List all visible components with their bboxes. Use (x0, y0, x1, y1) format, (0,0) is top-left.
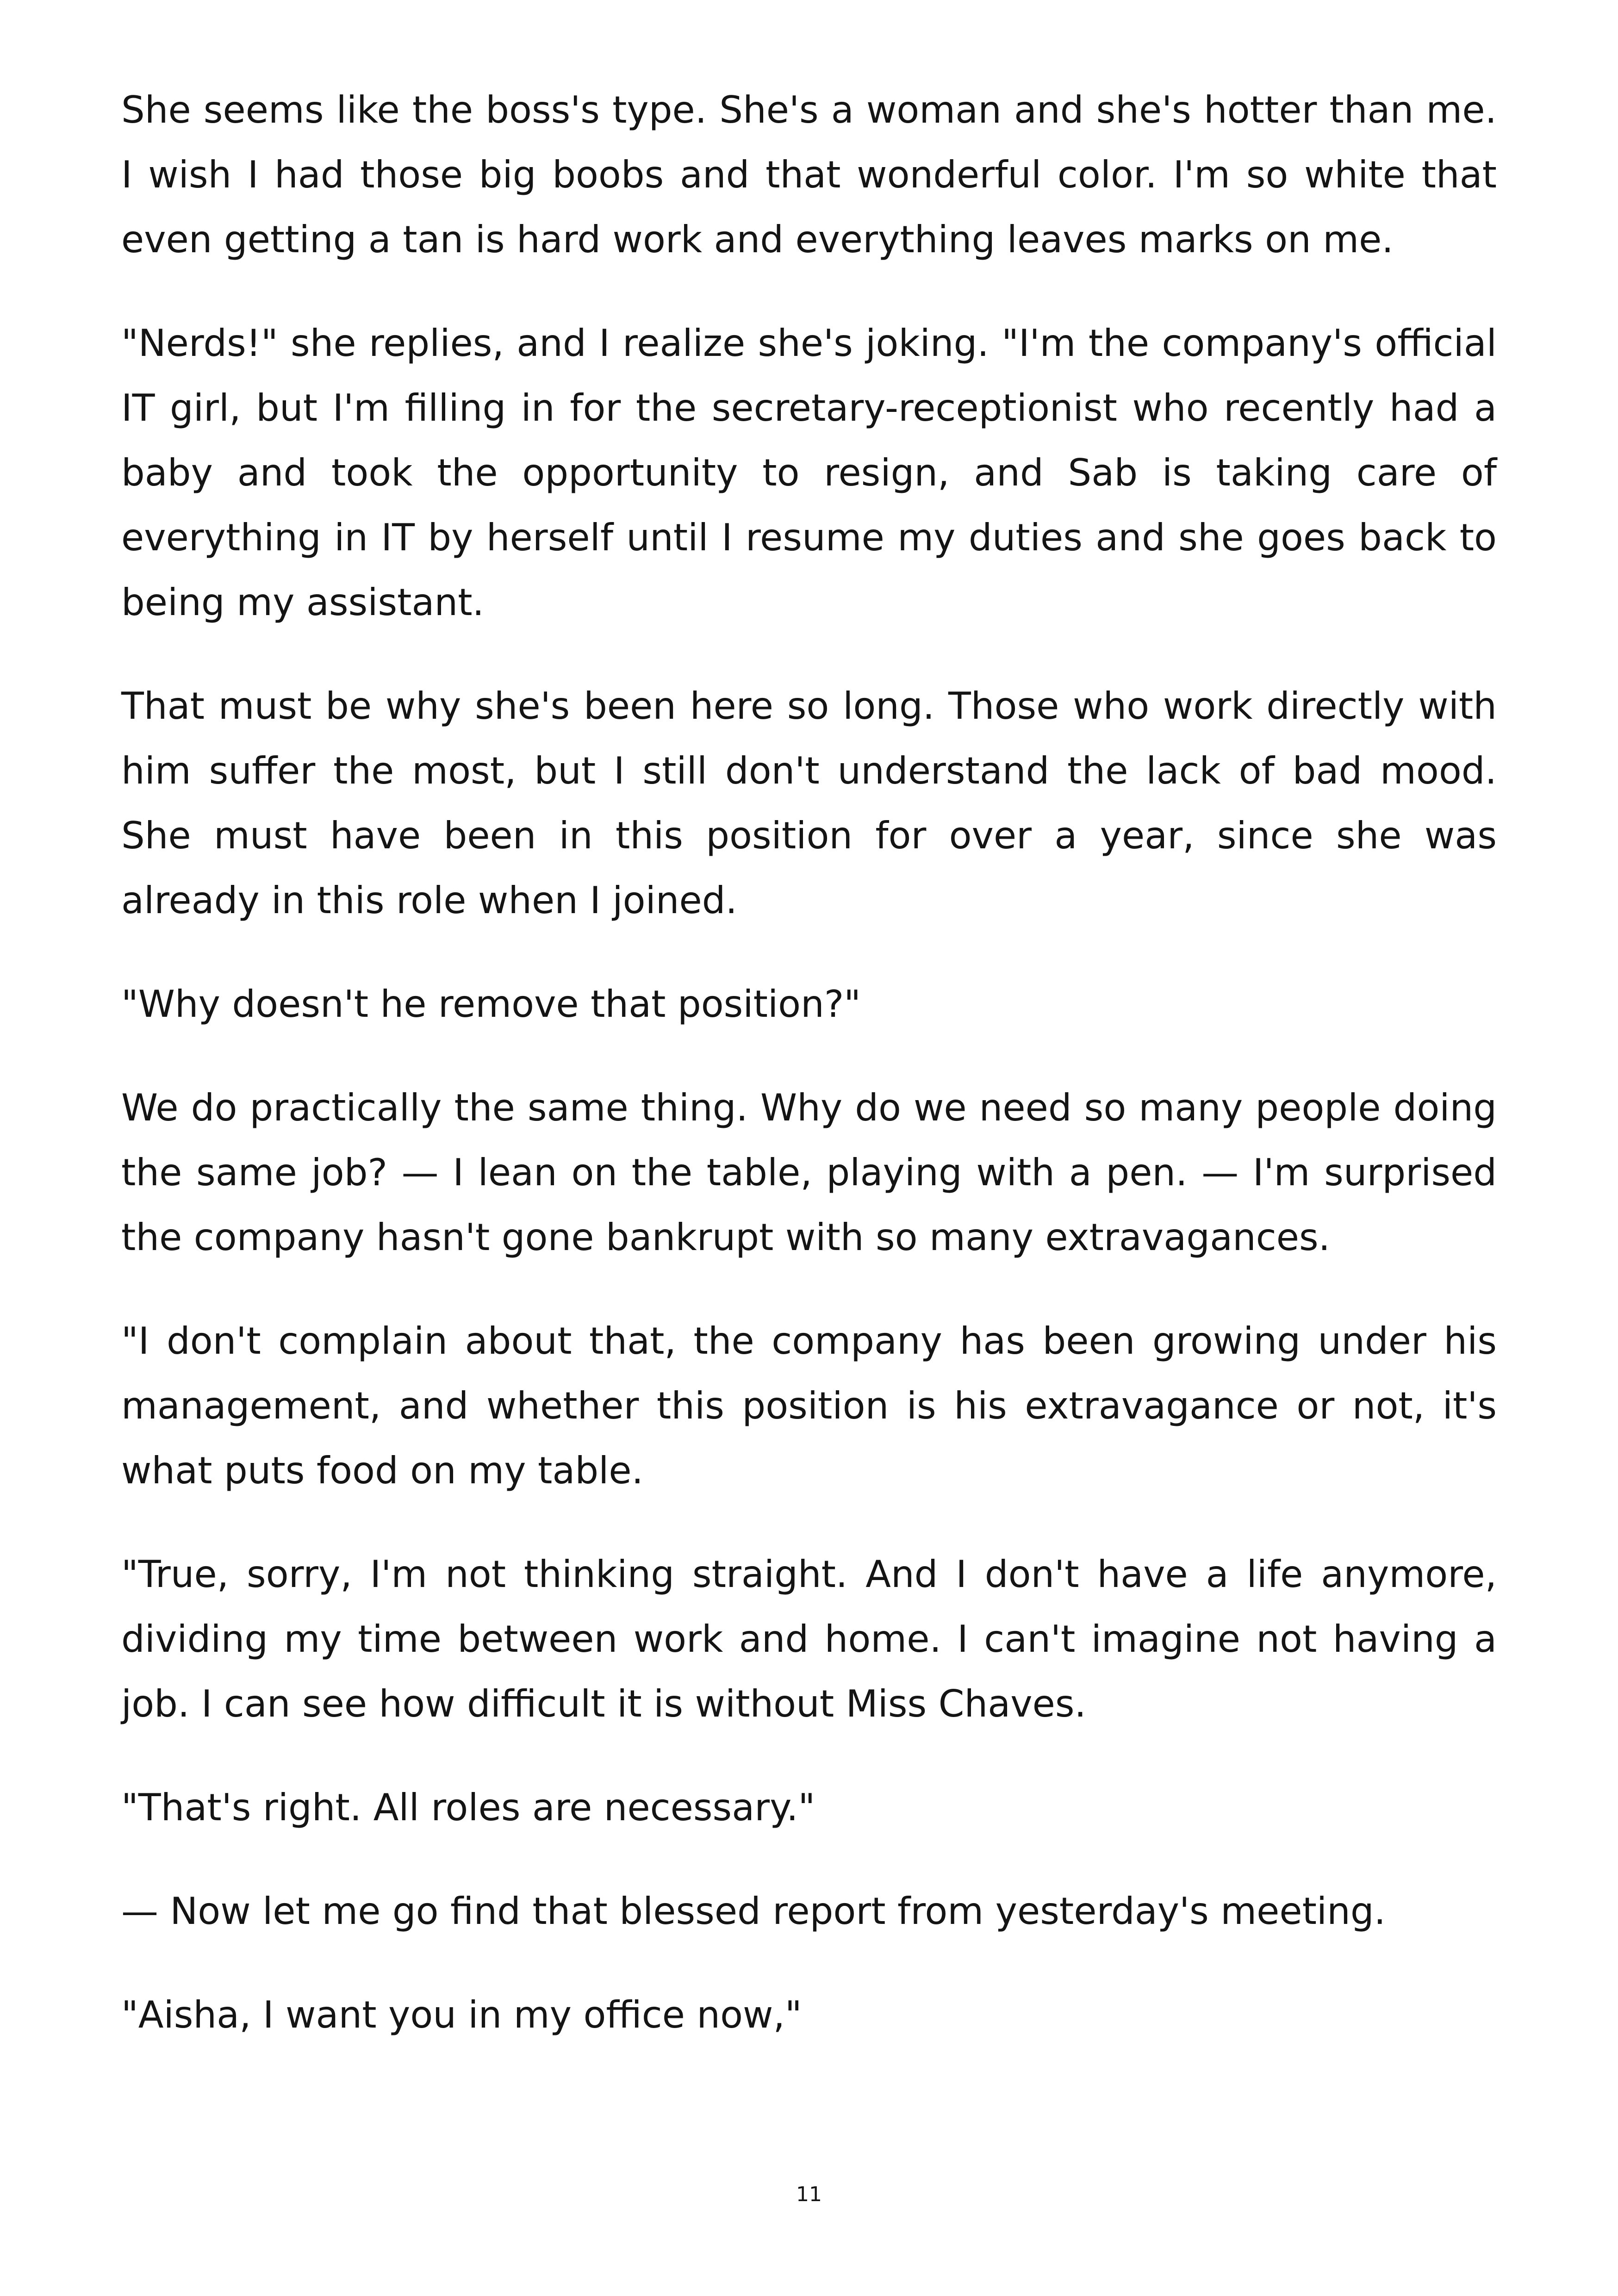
paragraph-10: "Aisha, I want you in my office now," (121, 1993, 802, 2036)
page-body-text (121, 78, 1497, 2086)
paragraph-3: That must be why she's been here so long. Those who work directly with him suffer the most, but I still don't understand the lack of bad mood. She must have been in this position for over a year, since she was already in this role when I joined. (121, 684, 1497, 922)
paragraph-7: "True, sorry, I'm not thinking straight. And I don't have a life anymore, dividing my time between work and home. I can't imagine not having a job. I can see how difficult it is without Miss Chaves. (121, 1553, 1497, 1725)
paragraph-9: — Now let me go find that blessed report from yesterday's meeting. (121, 1890, 1386, 1933)
paragraph-6: "I don't complain about that, the company has been growing under his management, and whether this position is his extravagance or not, it's what puts food on my table. (121, 1319, 1497, 1492)
paragraph-5: We do practically the same thing. Why do we need so many people doing the same job? — I lean on the table, playing with a pen. — I'm surprised the company hasn't gone bankrupt with so many extravagances. (121, 1086, 1497, 1259)
page-number: 11 (796, 2183, 822, 2206)
paragraph-8: "That's right. All roles are necessary." (121, 1786, 815, 1829)
paragraph-1: She seems like the boss's type. She's a woman and she's hotter than me. I wish I had those big boobs and that wonderful color. I'm so white that even getting a tan is hard work and everything leaves marks on me. (121, 88, 1497, 261)
paragraph-2: "Nerds!" she replies, and I realize she's joking. "I'm the company's official IT girl, but I'm filling in for the secretary-receptionist who recently had a baby and took the opportunity to resign, and Sab is taking care of everything in IT by herself until I resume my duties and she goes back to being my assistant. (121, 322, 1497, 624)
paragraph-4: "Why doesn't he remove that position?" (121, 983, 861, 1026)
